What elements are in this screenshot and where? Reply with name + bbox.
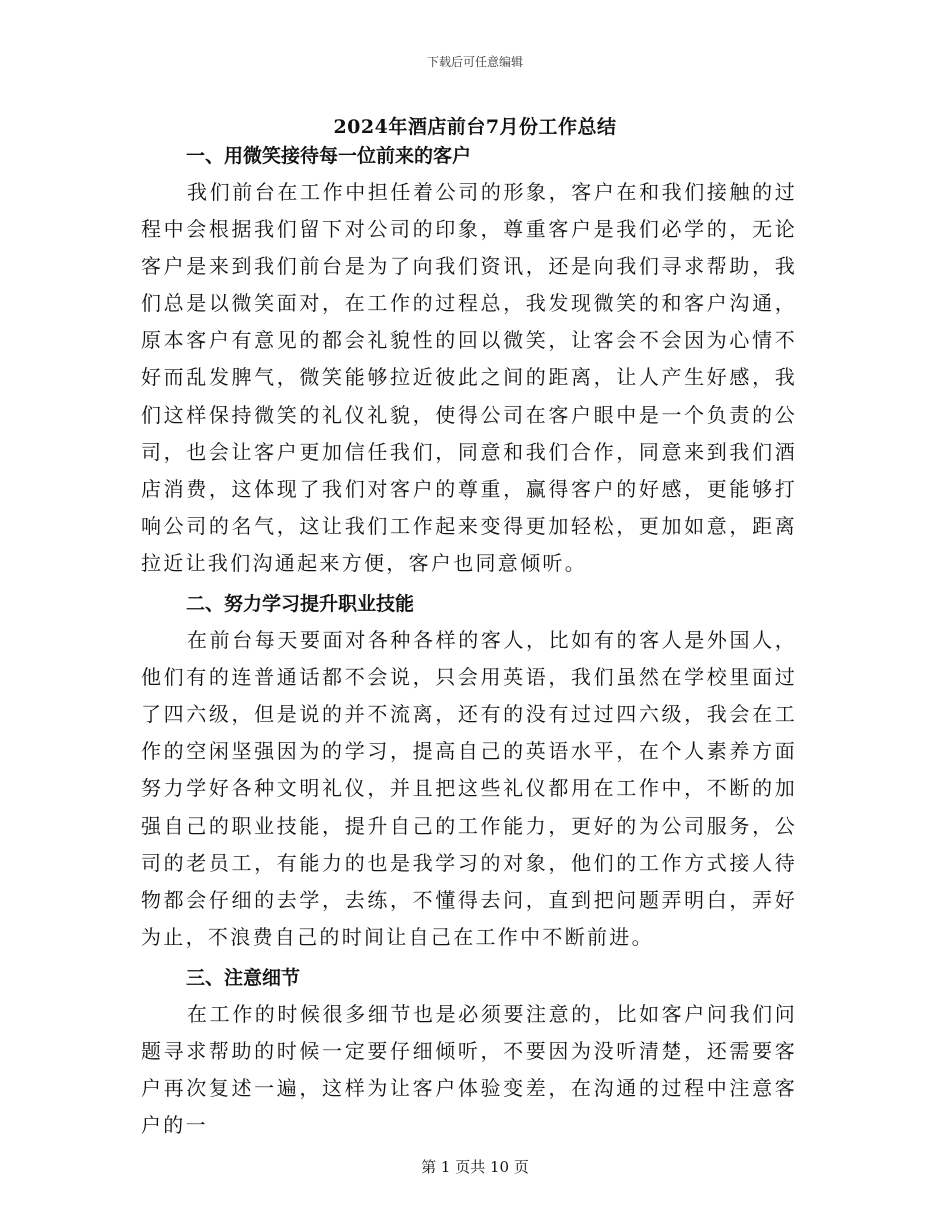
section-paragraph: 在前台每天要面对各种各样的客人，比如有的客人是外国人，他们有的连普通话都不会说，只会用英语，我们虽然在学校里面过了四六级，但是说的并不流离，还有的没有过过四六级，我会在工作的空闲坚强因为的学习，提高自己的英语水平，在个人素养方面努力学好各种文明礼仪，并且把这些礼仪都用在工作中，不断的加强自己的职业技能，提升自己的工作能力，更好的为公司服务，公司的老员工，有能力的也是我学习的对象，他们的工作方式接人待物都会仔细的去学，去练，不懂得去问，直到把问题弄明白，弄好为止，不浪费自己的时间让自己在工作中不断前进。 — [141, 628, 797, 949]
section-heading: 一、用微笑接待每一位前来的客户 — [186, 145, 472, 167]
section-paragraph: 在工作的时候很多细节也是必须要注意的，比如客户问我们问题寻求帮助的时候一定要仔细倾听，不要因为没听清楚，还需要客户再次复述一遍，这样为让客户体验变差，在沟通的过程中注意客户的一 — [141, 1001, 797, 1138]
section-heading: 三、注意细节 — [186, 966, 301, 989]
section-heading: 二、努力学习提升职业技能 — [186, 593, 415, 616]
section-paragraph: 我们前台在工作中担任着公司的形象，客户在和我们接触的过程中会根据我们留下对公司的印象，尊重客户是我们必学的，无论客户是来到我们前台是为了向我们资讯，还是向我们寻求帮助，我们总是以微笑面对，在工作的过程总，我发现微笑的和客户沟通，原本客户有意见的都会礼貌性的回以微笑，让客会不会因为心情不好而乱发脾气，微笑能够拉近彼此之间的距离，让人产生好感，我们这样保持微笑的礼仪礼貌，使得公司在客户眼中是一个负责的公司，也会让客户更加信任我们，同意和我们合作，同意来到我们酒店消费，这体现了我们对客户的尊重，赢得客户的好感，更能够打响公司的名气，这让我们工作起来变得更加轻松，更加如意，距离拉近让我们沟通起来方便，客户也同意倾听。 — [141, 180, 797, 575]
header-note: 下载后可任意编辑 — [426, 55, 523, 69]
page-footer: 第 1 页共 10 页 — [421, 1158, 529, 1176]
document-title: 2024年酒店前台7月份工作总结 — [333, 116, 617, 138]
document-body — [141, 138, 797, 1148]
